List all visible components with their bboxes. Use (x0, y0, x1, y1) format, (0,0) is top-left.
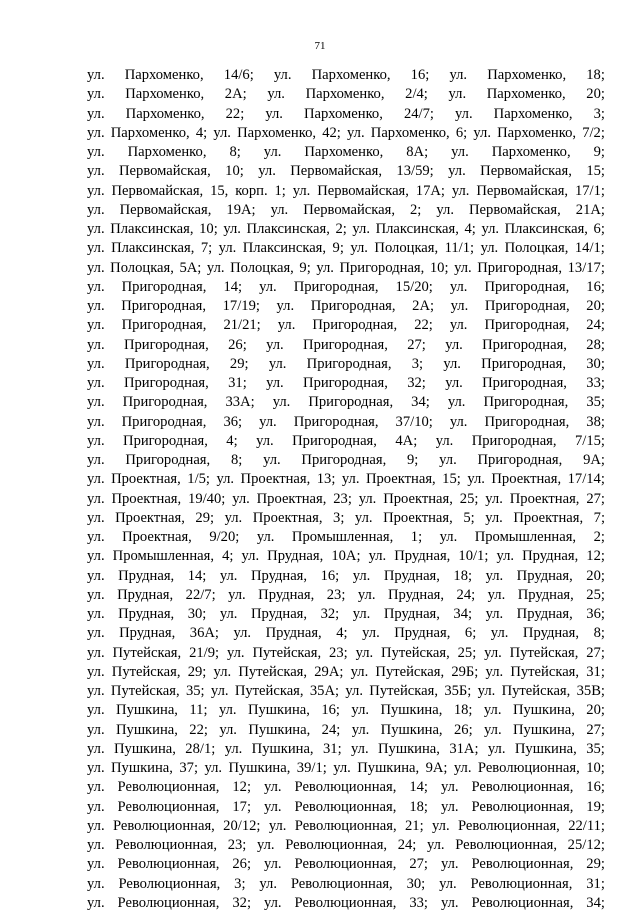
text-line: ул. Революционная, 26; ул. Революционная, 27; ул. Революционная, 29; (87, 856, 605, 873)
text-line: ул. Пархоменко, 2А; ул. Пархоменко, 2/4; ул. Пархоменко, 20; (87, 86, 605, 103)
text-line: ул. Пархоменко, 4; ул. Пархоменко, 42; ул. Пархоменко, 6; ул. Пархоменко, 7/2; (87, 124, 605, 141)
text-line: ул. Проектная, 19/40; ул. Проектная, 23; ул. Проектная, 25; ул. Проектная, 27; (87, 490, 605, 507)
text-line: ул. Пархоменко, 22; ул. Пархоменко, 24/7; ул. Пархоменко, 3; (87, 105, 605, 122)
text-line: ул. Прудная, 14; ул. Прудная, 16; ул. Прудная, 18; ул. Прудная, 20; (87, 567, 605, 584)
text-line: ул. Пригородная, 33А; ул. Пригородная, 34; ул. Пригородная, 35; (87, 394, 605, 411)
text-line: ул. Прудная, 36А; ул. Прудная, 4; ул. Прудная, 6; ул. Прудная, 8; (87, 625, 605, 642)
text-line: ул. Путейская, 29; ул. Путейская, 29А; ул. Путейская, 29Б; ул. Путейская, 31; (87, 663, 605, 680)
text-line: ул. Полоцкая, 5А; ул. Полоцкая, 9; ул. Пригородная, 10; ул. Пригородная, 13/17; (87, 259, 605, 276)
text-line: ул. Плаксинская, 10; ул. Плаксинская, 2; ул. Плаксинская, 4; ул. Плаксинская, 6; (87, 221, 605, 237)
address-list (87, 66, 605, 913)
text-line: ул. Революционная, 12; ул. Революционная, 14; ул. Революционная, 16; (87, 779, 605, 796)
text-line: ул. Прудная, 22/7; ул. Прудная, 23; ул. Прудная, 24; ул. Прудная, 25; (87, 586, 605, 603)
text-line: ул. Первомайская, 10; ул. Первомайская, 13/59; ул. Первомайская, 15; (87, 163, 605, 180)
text-line: ул. Пригородная, 14; ул. Пригородная, 15/20; ул. Пригородная, 16; (87, 278, 605, 295)
text-line: ул. Первомайская, 19А; ул. Первомайская, 2; ул. Первомайская, 21А; (87, 201, 605, 218)
text-line: ул. Революционная, 20/12; ул. Революционная, 21; ул. Революционная, 22/11; (87, 817, 605, 834)
text-line: ул. Революционная, 17; ул. Революционная, 18; ул. Революционная, 19; (87, 798, 605, 815)
text-line: ул. Пархоменко, 14/6; ул. Пархоменко, 16; ул. Пархоменко, 18; (87, 67, 605, 83)
text-line: ул. Проектная, 29; ул. Проектная, 3; ул. Проектная, 5; ул. Проектная, 7; (87, 509, 605, 526)
text-line: ул. Пригородная, 17/19; ул. Пригородная, 2А; ул. Пригородная, 20; (87, 298, 605, 314)
text-line: ул. Революционная, 23; ул. Революционная, 24; ул. Революционная, 25/12; (87, 837, 605, 853)
text-line: ул. Проектная, 9/20; ул. Промышленная, 1; ул. Промышленная, 2; (87, 529, 605, 545)
text-line: ул. Пригородная, 29; ул. Пригородная, 3; ул. Пригородная, 30; (87, 355, 605, 372)
text-line: ул. Пригородная, 31; ул. Пригородная, 32; ул. Пригородная, 33; (87, 375, 605, 391)
text-line: ул. Пригородная, 36; ул. Пригородная, 37/10; ул. Пригородная, 38; (87, 413, 605, 430)
text-line: ул. Пушкина, 37; ул. Пушкина, 39/1; ул. Пушкина, 9А; ул. Революционная, 10; (87, 760, 605, 776)
text-line: ул. Пригородная, 26; ул. Пригородная, 27; ул. Пригородная, 28; (87, 336, 605, 353)
text-line: ул. Прудная, 30; ул. Прудная, 32; ул. Прудная, 34; ул. Прудная, 36; (87, 606, 605, 622)
text-line: ул. Пригородная, 4; ул. Пригородная, 4А; ул. Пригородная, 7/15; (87, 432, 605, 449)
text-line: ул. Промышленная, 4; ул. Прудная, 10А; ул. Прудная, 10/1; ул. Прудная, 12; (87, 548, 605, 565)
text-line: ул. Путейская, 35; ул. Путейская, 35А; ул. Путейская, 35Б; ул. Путейская, 35В; (87, 683, 605, 699)
text-line: ул. Проектная, 1/5; ул. Проектная, 13; ул. Проектная, 15; ул. Проектная, 17/14; (87, 471, 605, 488)
text-line: ул. Пушкина, 28/1; ул. Пушкина, 31; ул. Пушкина, 31А; ул. Пушкина, 35; (87, 740, 605, 757)
text-line: ул. Пригородная, 21/21; ул. Пригородная, 22; ул. Пригородная, 24; (87, 317, 605, 334)
text-line: ул. Пархоменко, 8; ул. Пархоменко, 8А; ул. Пархоменко, 9; (87, 144, 605, 160)
text-line: ул. Революционная, 32; ул. Революционная, 33; ул. Революционная, 34; (87, 894, 605, 911)
text-line: ул. Пушкина, 22; ул. Пушкина, 24; ул. Пушкина, 26; ул. Пушкина, 27; (87, 721, 605, 738)
text-line: ул. Пушкина, 11; ул. Пушкина, 16; ул. Пушкина, 18; ул. Пушкина, 20; (87, 702, 605, 719)
text-line: ул. Путейская, 21/9; ул. Путейская, 23; ул. Путейская, 25; ул. Путейская, 27; (87, 644, 605, 661)
text-line: ул. Плаксинская, 7; ул. Плаксинская, 9; ул. Полоцкая, 11/1; ул. Полоцкая, 14/1; (87, 240, 605, 257)
text-line: ул. Первомайская, 15, корп. 1; ул. Первомайская, 17А; ул. Первомайская, 17/1; (87, 182, 605, 199)
text-line: ул. Революционная, 3; ул. Революционная, 30; ул. Революционная, 31; (87, 875, 605, 892)
page-number: 71 (314, 40, 326, 52)
text-line: ул. Пригородная, 8; ул. Пригородная, 9; ул. Пригородная, 9А; (87, 452, 605, 468)
